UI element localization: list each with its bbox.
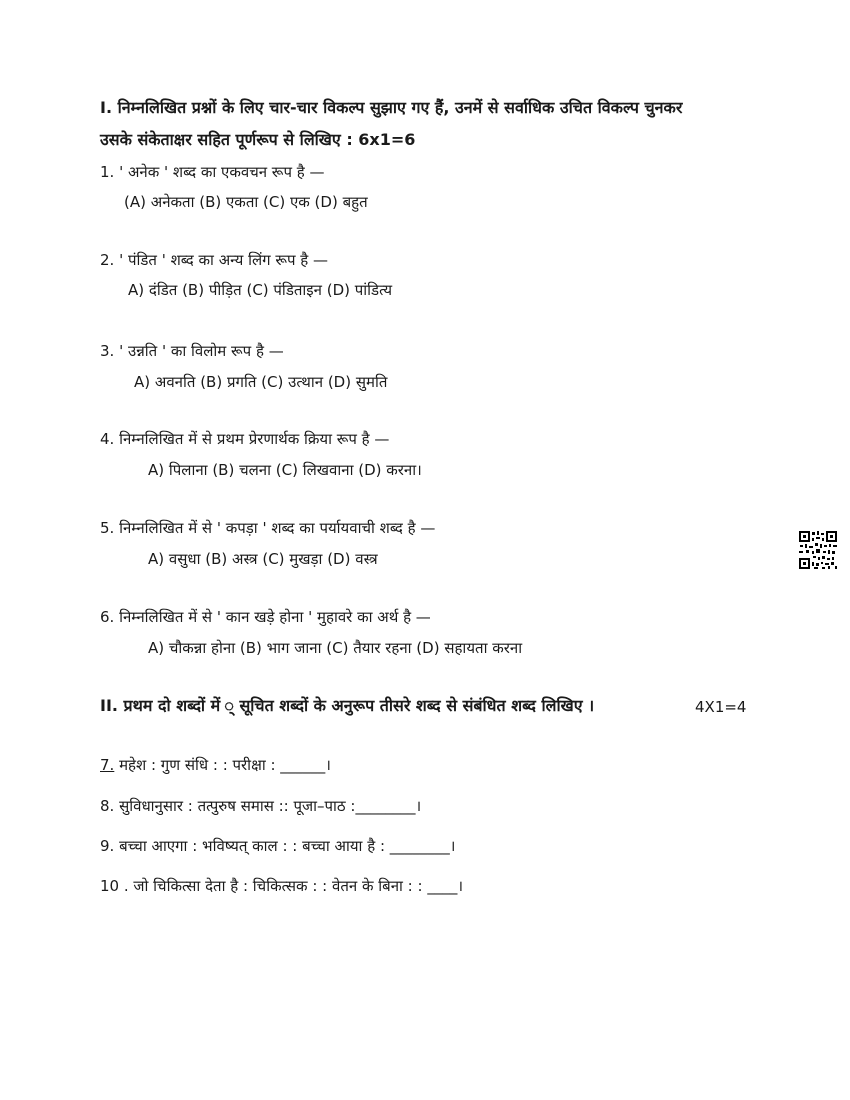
question-4-options: A) पिलाना (B) चलना (C) लिखवाना (D) करना। bbox=[148, 461, 422, 479]
fill-item-7-number: 7. bbox=[100, 756, 115, 774]
section-2-marks: 4X1=4 bbox=[695, 698, 747, 716]
question-5-text: 5. निम्नलिखित में से ' कपड़ा ' शब्द का पर्यायवाची शब्द है — bbox=[100, 519, 436, 537]
question-1-options: (A) अनेकता (B) एकता (C) एक (D) बहुत bbox=[124, 193, 368, 211]
question-4-text: 4. निम्नलिखित में से प्रथम प्रेरणार्थक क्रिया रूप है — bbox=[100, 430, 390, 448]
qr-code-icon bbox=[798, 530, 838, 570]
question-6-options: A) चौकन्ना होना (B) भाग जाना (C) तैयार रहना (D) सहायता करना bbox=[148, 639, 523, 657]
question-5-options: A) वसुधा (B) अस्त्र (C) मुखड़ा (D) वस्त्र bbox=[148, 550, 378, 568]
fill-item-7-text: महेश : गुण संधि : : परीक्षा : ______। bbox=[114, 756, 331, 774]
question-1-text: 1. ' अनेक ' शब्द का एकवचन रूप है — bbox=[100, 163, 325, 181]
section-1-heading-line-2: उसके संकेताक्षर सहित पूर्णरूप से लिखिए : 6x1=6 bbox=[100, 130, 416, 149]
fill-item-8: 8. सुविधानुसार : तत्पुरुष समास :: पूजा–पाठ :________। bbox=[100, 797, 422, 815]
section-2-heading: II. प्रथम दो शब्दों में ् सूचित शब्दों के अनुरूप तीसरे शब्द से संबंधित शब्द लिखिए । bbox=[100, 696, 595, 715]
fill-item-7 bbox=[100, 755, 331, 775]
section-1-heading-line-1: I. निम्नलिखित प्रश्नों के लिए चार-चार विकल्प सुझाए गए हैं, उनमें से सर्वाधिक उचित विकल्प चुनकर bbox=[100, 98, 683, 117]
question-6-text: 6. निम्नलिखित में से ' कान खड़े होना ' मुहावरे का अर्थ है — bbox=[100, 608, 431, 626]
fill-item-10: 10 . जो चिकित्सा देता है : चिकित्सक : : वेतन के बिना : : ____। bbox=[100, 877, 464, 895]
question-2-options: A) दंडित (B) पीड़ित (C) पंडिताइन (D) पांडित्य bbox=[128, 281, 393, 299]
fill-item-9: 9. बच्चा आएगा : भविष्यत् काल : : बच्चा आया है : ________। bbox=[100, 837, 456, 855]
question-2-text: 2. ' पंडित ' शब्द का अन्य लिंग रूप है — bbox=[100, 251, 329, 269]
question-3-text: 3. ' उन्नति ' का विलोम रूप है — bbox=[100, 342, 284, 360]
question-3-options: A) अवनति (B) प्रगति (C) उत्थान (D) सुमति bbox=[134, 373, 388, 391]
